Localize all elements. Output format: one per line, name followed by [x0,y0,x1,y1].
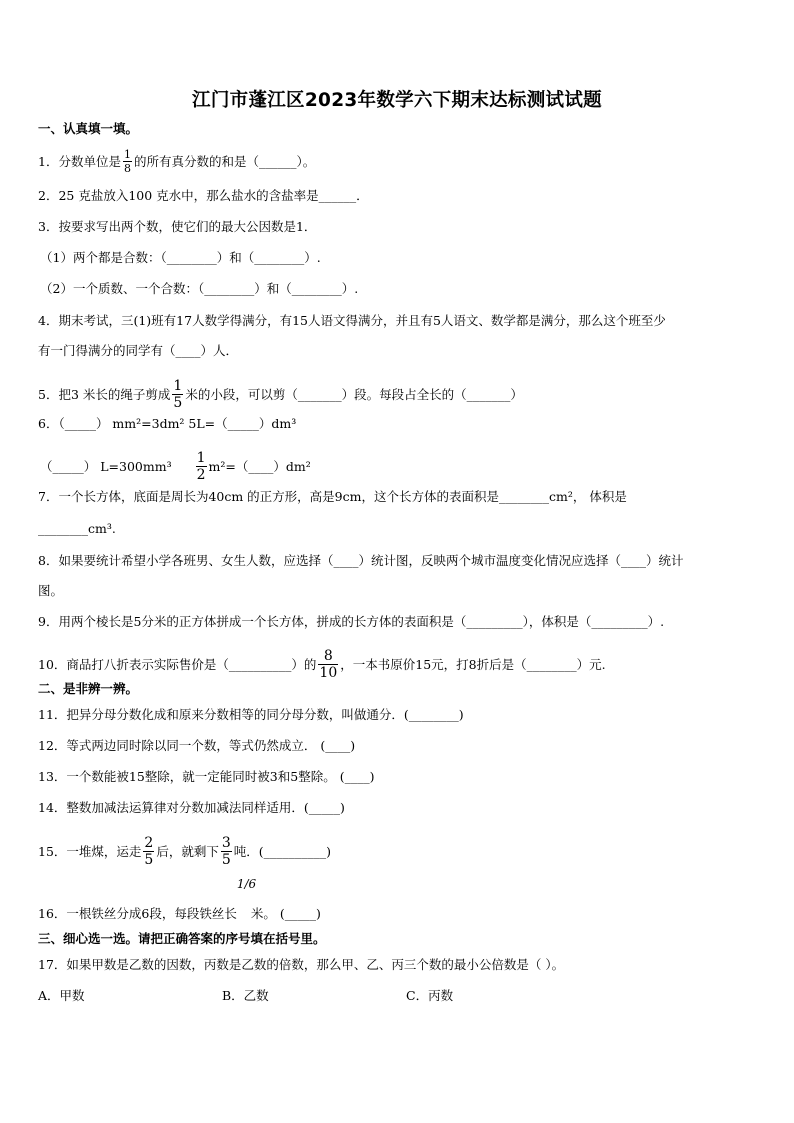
question-6-line-2 [40,452,311,483]
q16-text-a: 16．一根铁丝分成6段，每段铁丝长 [38,906,237,921]
q15-text-c: 吨．(__________) [233,844,332,859]
q16-fraction: 1/6 [236,877,257,891]
q5-fraction [172,379,183,410]
option-a[interactable]: A．甲数 [38,988,85,1003]
question-8-line-2: 图。 [38,583,64,598]
question-4-line-2: 有一门得满分的同学有（____）人． [38,343,239,358]
q5-numerator: 1 [173,378,183,394]
question-4-line-1: 4．期末考试，三(1)班有17人数学得满分，有15人语文得满分，并且有5人语文、数学都是满分，那么这个班至少 [38,313,666,328]
question-7-line-1: 7．一个长方体，底面是周长为40cm 的正方形，高是9cm，这个长方体的表面积是________cm²， 体积是 [38,489,627,504]
q1-fraction [123,149,132,174]
question-10 [38,650,606,681]
question-9: 9．用两个棱长是5分米的正方体拼成一个长方体，拼成的长方体的表面积是（_________），体积是（_________）. [38,614,665,629]
q6-text-c: m²=（____）dm² [208,459,311,474]
question-16 [38,877,321,922]
question-7-line-2: ________cm³. [38,521,116,536]
question-12: 12．等式两边同时除以同一个数，等式仍然成立． (____) [38,738,356,753]
question-6-line-1: 6．（_____） mm²=3dm² 5L=（_____）dm³ [38,416,297,431]
question-11: 11．把异分母分数化成和原来分数相等的同分母分数，叫做通分．(________) [38,707,464,722]
section-heading-judge: 二、是非辨一辨。 [38,681,139,696]
page-title: 江门市蓬江区2023年数学六下期末达标测试试题 [192,90,602,111]
question-1 [38,150,315,175]
q10-text-a: 10．商品打八折表示实际售价是（__________）的 [38,657,317,672]
q1-denominator: 8 [123,162,131,175]
question-2: 2．25 克盐放入100 克水中，那么盐水的含盐率是______． [38,188,369,203]
option-c[interactable]: C．丙数 [406,988,454,1003]
q1-numerator: 1 [123,148,131,161]
q6-fraction [196,451,207,482]
q16-fraction-wrap [236,877,257,918]
q10-fraction [318,649,338,680]
question-3-stem: 3．按要求写出两个数，使它们的最大公因数是1． [38,219,317,234]
q6-numerator: 1 [196,450,206,466]
q10-denominator: 10 [319,665,338,681]
section-heading-choose: 三、细心选一选。请把正确答案的序号填在括号里。 [38,931,326,946]
q1-text-a: 1．分数单位是 [38,154,121,169]
q6-text-b: （_____） L=300mm³ [40,459,172,474]
question-14: 14．整数加减法运算律对分数加减法同样适用．(_____) [38,800,345,815]
q15-fraction-2 [221,836,232,867]
q6-denominator: 2 [196,467,206,483]
q15-numerator-1: 2 [144,835,154,851]
q10-numerator: 8 [318,649,338,665]
q15-text-a: 15．一堆煤，运走 [38,844,142,859]
option-b[interactable]: B．乙数 [222,988,269,1003]
question-3-part-2: （2）一个质数、一个合数：（________）和（________）. [40,281,359,296]
q15-numerator-2: 3 [221,835,231,851]
question-17-options [38,988,590,1004]
q10-text-b: ，一本书原价15元，打8折后是（________）元. [340,657,606,672]
question-5 [38,380,523,411]
q5-text-b: 米的小段，可以剪（_______）段。每段占全长的（_______） [185,387,523,402]
q1-text-b: 的所有真分数的和是（______）。 [133,154,316,169]
question-13: 13．一个数能被15整除，就一定能同时被3和5整除。 (____) [38,769,375,784]
q5-denominator: 5 [173,395,183,411]
q15-denominator-2: 5 [221,852,231,868]
q5-text-a: 5．把3 米长的绳子剪成 [38,387,171,402]
q15-fraction-1 [143,836,154,867]
question-3-part-1: （1）两个都是合数：（________）和（________）. [40,250,321,265]
question-17-stem: 17．如果甲数是乙数的因数，丙数是乙数的倍数，那么甲、乙、丙三个数的最小公倍数是（ ）。 [38,957,565,972]
q16-text-b: 米。 (_____) [250,906,321,921]
section-heading-fill: 一、认真填一填。 [38,121,139,136]
q15-denominator-1: 5 [144,852,154,868]
question-8-line-1: 8．如果要统计希望小学各班男、女生人数，应选择（____）统计图，反映两个城市温度变化情况应选择（____）统计 [38,553,684,568]
q15-text-b: 后，就剩下 [156,844,219,859]
question-15 [38,837,331,868]
